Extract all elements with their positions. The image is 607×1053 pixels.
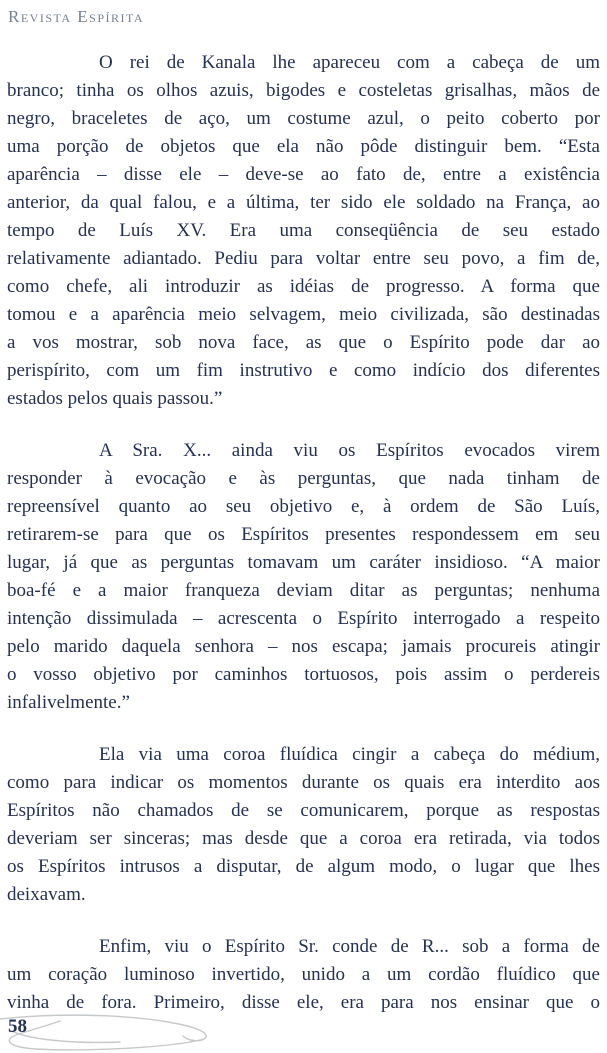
text-line: como chefe, ali introduzir as idéias de progresso. A forma que <box>7 276 600 297</box>
text-line: Espíritos não chamados de se comunicarem, porque as respostas <box>7 800 600 821</box>
text-line: perispírito, com um fim instrutivo e como indício dos diferentes <box>7 360 600 381</box>
text-line: negro, braceletes de aço, um costume azul, o peito coberto por <box>7 108 600 129</box>
text-line: como para indicar os momentos durante os quais era interdito aos <box>7 772 600 793</box>
text-line: Ela via uma coroa fluídica cingir a cabeça do médium, <box>99 744 600 765</box>
text-line: A Sra. X... ainda viu os Espíritos evocados virem <box>99 440 600 461</box>
text-line: tempo de Luís XV. Era uma conseqüência de seu estado <box>7 220 600 241</box>
paragraph <box>7 437 600 717</box>
text-line: retirarem-se para que os Espíritos presentes respondessem em seu <box>7 524 600 545</box>
text-line: uma porção de objetos que ela não pôde distinguir bem. “Esta <box>7 136 600 157</box>
text-line: anterior, da qual falou, e a última, ter sido ele soldado na França, ao <box>7 192 600 213</box>
page-number: 58 <box>8 1016 27 1037</box>
paragraph <box>7 741 600 909</box>
text-line: branco; tinha os olhos azuis, bigodes e costeletas grisalhas, mãos de <box>7 80 600 101</box>
text-line: O rei de Kanala lhe apareceu com a cabeça de um <box>99 52 600 73</box>
text-line: aparência – disse ele – deve-se ao fato de, entre a existência <box>7 164 600 185</box>
text-line: repreensível quanto ao seu objetivo e, à ordem de São Luís, <box>7 496 600 517</box>
text-line: pelo marido daquela senhora – nos escapa; jamais procureis atingir <box>7 636 600 657</box>
paragraph <box>7 49 600 413</box>
text-line: estados pelos quais passou.” <box>7 388 223 409</box>
running-header-title: Revista Espírita <box>8 7 145 26</box>
paragraph <box>7 933 600 1017</box>
text-line: tomou e a aparência meio selvagem, meio civilizada, são destinadas <box>7 304 600 325</box>
text-line: deveriam ser sinceras; mas desde que a coroa era retirada, via todos <box>7 828 600 849</box>
text-line: deixavam. <box>7 884 86 905</box>
text-line: o vosso objetivo por caminhos tortuosos, pois assim o perdereis <box>7 664 600 685</box>
text-line: intenção dissimulada – acrescenta o Espírito interrogado a respeito <box>7 608 600 629</box>
text-line: responder à evocação e às perguntas, que nada tinham de <box>7 468 600 489</box>
text-line: lugar, já que as perguntas tomavam um caráter insidioso. “A maior <box>7 552 600 573</box>
text-line: a vos mostrar, sob nova face, as que o Espírito pode dar ao <box>7 332 600 353</box>
text-line: boa-fé e a maior franqueza deviam ditar as perguntas; nenhuma <box>7 580 600 601</box>
text-line: um coração luminoso invertido, unido a um cordão fluídico que <box>7 964 600 985</box>
text-line: infalivelmente.” <box>7 692 130 713</box>
page-body <box>7 49 600 1041</box>
text-line: vinha de fora. Primeiro, disse ele, era para nos ensinar que o <box>7 992 600 1013</box>
text-line: os Espíritos intrusos a disputar, de algum modo, o lugar que lhes <box>7 856 600 877</box>
text-line: Enfim, viu o Espírito Sr. conde de R... sob a forma de <box>99 936 600 957</box>
footer-flourish-ornament <box>0 1008 230 1053</box>
text-line: relativamente adiantado. Pediu para voltar entre seu povo, a fim de, <box>7 248 600 269</box>
